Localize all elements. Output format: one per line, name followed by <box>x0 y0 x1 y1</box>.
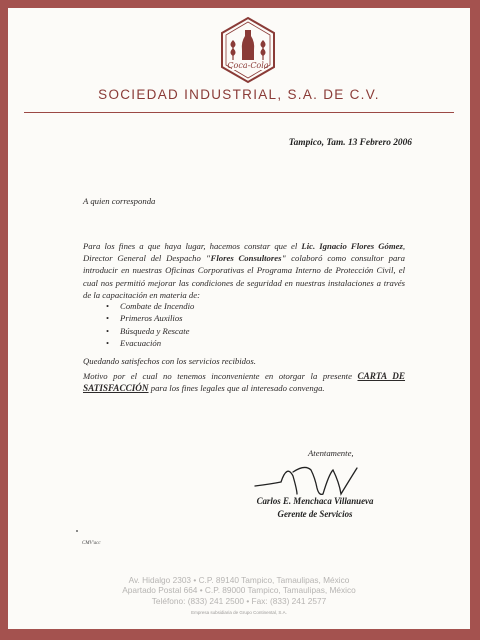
valediction: Atentamente, <box>308 448 354 458</box>
company-logo <box>218 16 278 84</box>
firm-name: "Flores Consultores" <box>205 253 287 264</box>
signer-block <box>240 495 390 520</box>
closing-part2: para los fines legales que al interesado convenga. <box>150 382 325 393</box>
body-intro: Para los fines a que haya lugar, hacemos constar que el <box>83 241 298 251</box>
company-name: SOCIEDAD INDUSTRIAL, S.A. DE C.V. <box>98 87 380 102</box>
person-name: Lic. Ignacio Flores Gómez <box>301 241 403 251</box>
margin-mark <box>76 530 78 532</box>
signer-title: Gerente de Servicios <box>277 508 353 519</box>
footer-line-1: Av. Hidalgo 2303 • C.P. 89140 Tampico, Tamaulipas, México <box>128 575 350 585</box>
document-title: CARTA DE SATISFACCIÓN <box>83 371 406 393</box>
body-paragraph <box>83 240 405 301</box>
topics-list <box>106 300 194 350</box>
list-item: • Combate de Incendio <box>106 300 194 312</box>
list-item: • Evacuación <box>106 337 194 349</box>
satisfaction-line: Quedando satisfechos con los servicios recibidos. <box>83 356 256 366</box>
closing-paragraph <box>83 371 405 395</box>
body-part2: , Director General del Despacho <box>83 241 405 264</box>
footer-address <box>8 575 470 606</box>
footer-subsidiary: Empresa subsidiaria de Grupo Continental, S.A. <box>191 610 287 615</box>
footer-line-3: Teléfono: (833) 241 2500 • Fax: (833) 241 2577 <box>151 595 327 606</box>
list-item: • Primeros Auxilios <box>106 312 194 324</box>
list-item: • Búsqueda y Rescate <box>106 325 194 337</box>
header-divider <box>24 112 454 113</box>
signer-name: Carlos E. Menchaca Villanueva <box>256 496 374 506</box>
svg-text:Coca-Cola: Coca-Cola <box>227 61 269 70</box>
salutation: A quien corresponda <box>83 196 156 206</box>
letter-date: Tampico, Tam. 13 Febrero 2006 <box>288 138 412 148</box>
letter-page <box>8 8 470 629</box>
footer-line-2: Apartado Postal 664 • C.P. 89000 Tampico, Tamaulipas, México <box>122 585 356 596</box>
reference-initials: CMV'acc <box>82 541 101 546</box>
closing-part1: Motivo por el cual no tenemos inconveniente en otorgar la presente <box>83 371 352 381</box>
body-part3: colaboró como consultor para introducir en nuestras Oficinas Corporativas el Programa Interno de Protección Civil, el cual nos permitió mejorar las condiciones de seguridad en nuestras instalaciones a través de la capacitación en materia de: <box>83 253 406 300</box>
